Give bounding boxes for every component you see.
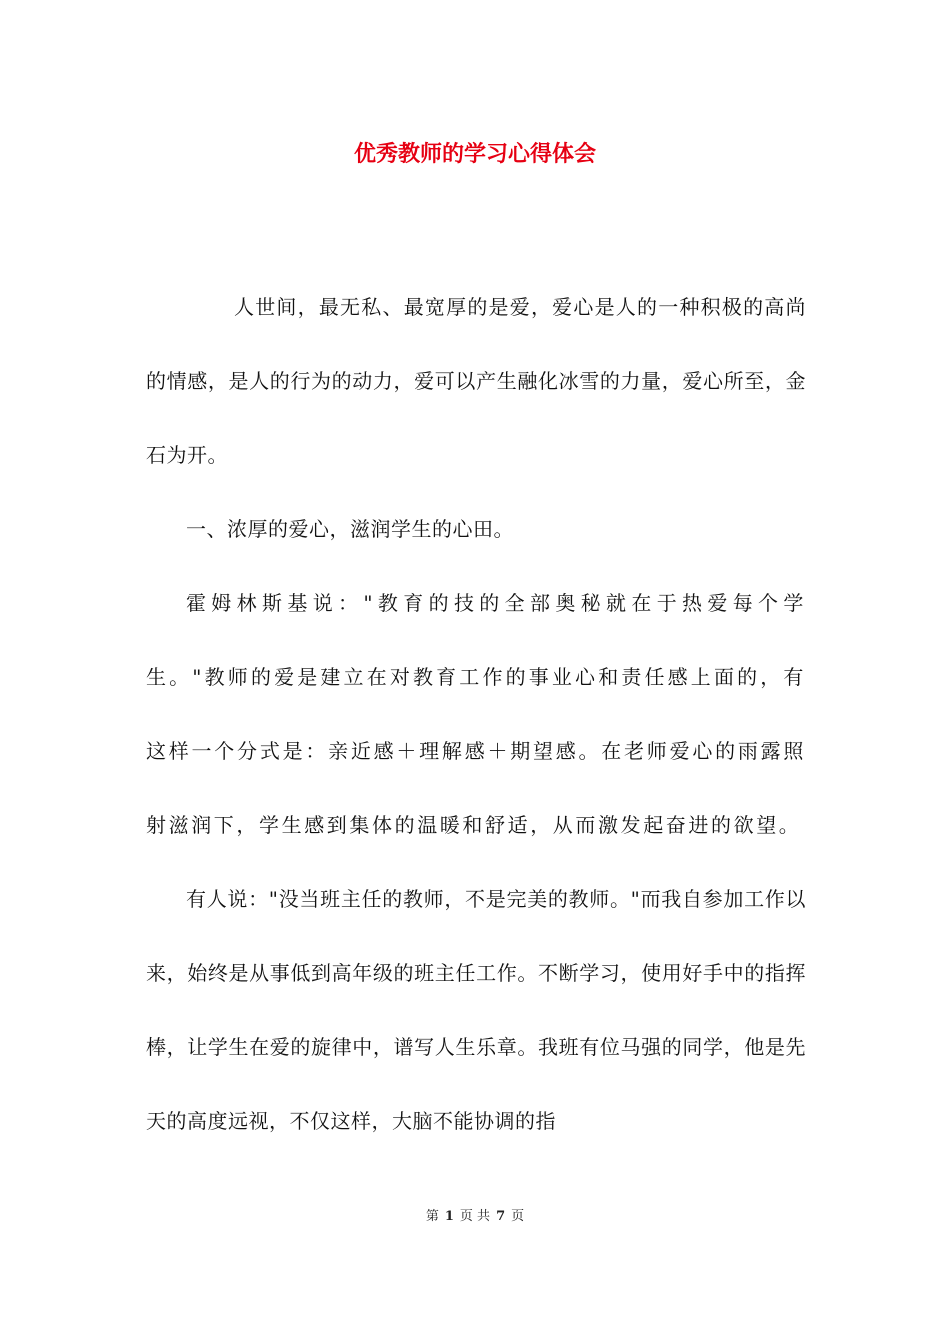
document-body [146, 270, 806, 1158]
footer-suffix: 页 [511, 1209, 525, 1224]
paragraph-1: 人世间，最无私、最宽厚的是爱，爱心是人的一种积极的高尚的情感，是人的行为的动力，爱可以产生融化冰雪的力量，爱心所至，金石为开。 [146, 295, 806, 467]
section-heading-1: 一、浓厚的爱心，滋润学生的心田。 [186, 517, 514, 541]
page-footer [0, 1207, 950, 1227]
paragraph-3: 有人说："没当班主任的教师，不是完美的教师。"而我自参加工作以来，始终是从事低到高年级的班主任工作。不断学习，使用好手中的指挥棒，让学生在爱的旋律中，谱写人生乐章。我班有位马强的同学，他是先天的高度远视，不仅这样，大脑不能协调的指 [146, 887, 806, 1133]
document-title: 优秀教师的学习心得体会 [353, 141, 596, 167]
footer-page-number: 1 [444, 1209, 454, 1224]
footer-middle: 页 共 [459, 1209, 491, 1224]
paragraph-2: 霍姆林斯基说："教育的技的全部奥秘就在于热爱每个学生。"教师的爱是建立在对教育工作的事业心和责任感上面的，有这样一个分式是：亲近感＋理解感＋期望感。在老师爱心的雨露照射滋润下，学生感到集体的温暖和舒适，从而激发起奋进的欲望。 [146, 591, 806, 837]
footer-total-pages: 7 [496, 1209, 506, 1224]
footer-prefix: 第 [425, 1209, 439, 1224]
